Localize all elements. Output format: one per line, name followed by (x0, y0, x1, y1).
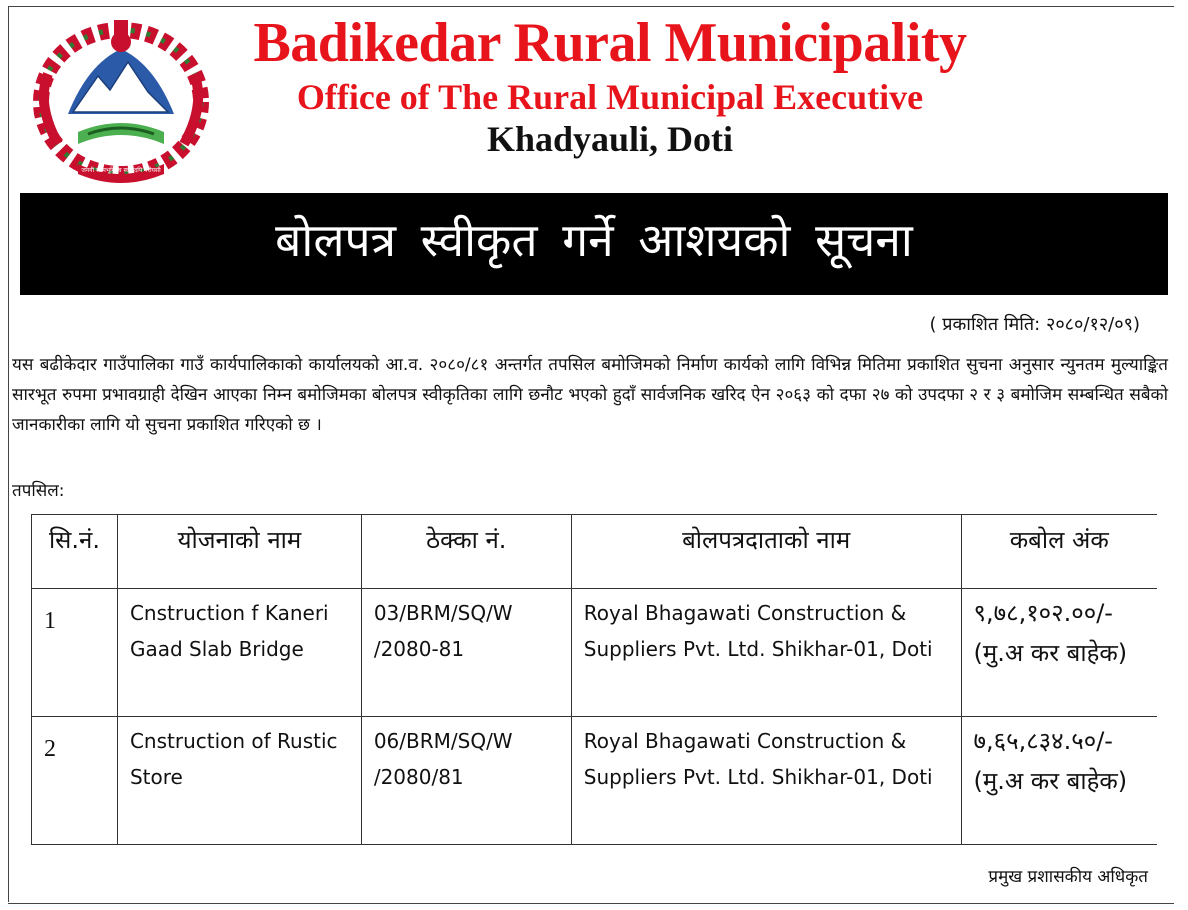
row-contract-no: 06/BRM/SQ/W /2080/81 (361, 717, 571, 845)
nepal-coat-of-arms-icon (28, 14, 214, 184)
office-location: Khadyauli, Doti (486, 119, 734, 159)
table-header-row (32, 515, 1158, 589)
published-date: ( प्रकाशित मिति: २०८०/१२/०९) (929, 314, 1140, 335)
header-project-name: योजनाको नाम (117, 515, 361, 589)
notice-body-paragraph: यस बढीकेदार गाउँपालिका गाउँ कार्यपालिकाको कार्यालयको आ.व. २०८०/८१ अन्तर्गत तपसिल बमोजिमको निर्माण कार्यको लागि विभिन्न मितिमा प्रकाशित सुचना अनुसार न्युनतम मुल्याङ्कित सारभूत रुपमा प्रभावग्राही देखिन आएका निम्न बमोजिमका बोलपत्र स्वीकृतिका लागि छनौट भएको हुदाँ सार्वजनिक खरिद ऐन २०६३ को दफा २७ को उपदफा २ र ३ बमोजिम सम्बन्धित सबैको जानकारीका लागि यो सुचना प्रकाशित गरिएको छ । (12, 355, 1168, 435)
frame-top-border (8, 6, 1174, 7)
row-bid-amount (961, 717, 1157, 845)
row-serial: 1 (32, 589, 118, 717)
row-amount-note: (मु.अ कर बाहेक) (973, 767, 1128, 795)
header-bidder-name: बोलपत्रदाताको नाम (571, 515, 961, 589)
table-row (32, 717, 1158, 845)
header-contract-no: ठेक्का नं. (361, 515, 571, 589)
header-serial: सि.नं. (32, 515, 118, 589)
row-amount-note: (मु.अ कर बाहेक) (973, 639, 1128, 667)
header-bid-amount: कबोल अंक (961, 515, 1157, 589)
emblem-motto: जननी जन्मभूमिश्च स्वर्गादपि गरीयसी (81, 167, 161, 174)
row-project-name: Cnstruction f Kaneri Gaad Slab Bridge (117, 589, 361, 717)
row-bidder-name: Royal Bhagawati Construction & Suppliers Pvt. Ltd. Shikhar-01, Doti (571, 589, 961, 717)
row-amount-value: ७,६५,८३४.५०/- (973, 727, 1113, 755)
row-bid-amount (961, 589, 1157, 717)
signatory-title: प्रमुख प्रशासकीय अधिकृत (988, 867, 1148, 887)
row-bidder-name: Royal Bhagawati Construction & Suppliers Pvt. Ltd. Shikhar-01, Doti (571, 717, 961, 845)
table-row (32, 589, 1158, 717)
notice-title-banner: बोलपत्र स्वीकृत गर्ने आशयको सूचना (20, 193, 1168, 295)
row-amount-value: ९,७८,१०२.००/- (973, 599, 1113, 627)
bid-results-table (31, 514, 1157, 845)
office-subtitle: Office of The Rural Municipal Executive (296, 77, 924, 117)
row-contract-no: 03/BRM/SQ/W /2080-81 (361, 589, 571, 717)
frame-left-border (8, 6, 9, 902)
row-serial: 2 (32, 717, 118, 845)
details-label: तपसिल: (12, 481, 65, 501)
frame-bottom-border (8, 903, 1174, 904)
municipality-title: Badikedar Rural Municipality (253, 12, 967, 74)
row-project-name: Cnstruction of Rustic Store (117, 717, 361, 845)
